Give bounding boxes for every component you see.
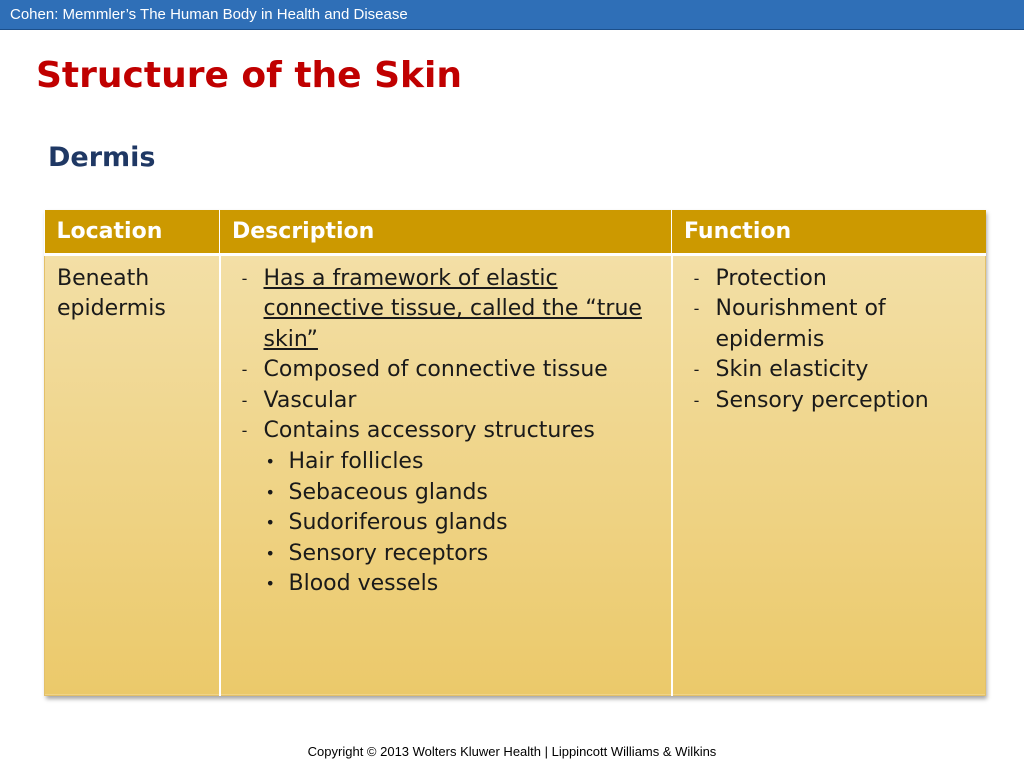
dash-marker: -	[693, 390, 700, 410]
bullet-marker: •	[265, 452, 275, 472]
table-header-row	[45, 210, 986, 254]
bullet-marker: •	[265, 543, 275, 563]
dash-marker: -	[241, 268, 248, 288]
table-row	[45, 254, 986, 696]
dermis-table	[44, 210, 985, 696]
accessory-item	[233, 569, 661, 600]
bullet-marker: •	[265, 574, 275, 594]
header-bar-text: Cohen: Memmler’s The Human Body in Health and Disease	[10, 6, 408, 23]
accessory-text: Sudoriferous glands	[288, 510, 508, 536]
description-text: Has a framework of elastic connective tissue, called the “true skin”	[263, 265, 642, 352]
description-cell	[220, 254, 672, 696]
description-item	[233, 264, 661, 356]
function-item	[685, 294, 976, 355]
function-text: Protection	[715, 265, 827, 291]
header-function: Function	[672, 210, 986, 254]
dash-marker: -	[241, 360, 248, 380]
header-description: Description	[220, 210, 672, 254]
header-location: Location	[45, 210, 220, 254]
function-item	[685, 386, 976, 417]
header-bar	[0, 0, 1024, 30]
dash-marker: -	[693, 268, 700, 288]
description-item	[233, 416, 661, 447]
description-text: Vascular	[263, 387, 357, 413]
description-list	[233, 264, 661, 448]
dermis-table-grid	[44, 210, 986, 696]
function-text: Skin elasticity	[715, 357, 869, 383]
accessory-text: Sensory receptors	[288, 540, 489, 566]
accessory-item	[233, 447, 661, 478]
function-cell	[672, 254, 986, 696]
function-text: Nourishment of epidermis	[715, 296, 886, 352]
accessory-item	[233, 539, 661, 570]
description-item	[233, 386, 661, 417]
accessory-text: Hair follicles	[288, 449, 424, 475]
location-cell	[45, 254, 220, 696]
copyright-footer: Copyright © 2013 Wolters Kluwer Health | Lippincott Williams & Wilkins	[307, 744, 717, 759]
dash-marker: -	[241, 421, 248, 441]
description-text: Contains accessory structures	[263, 418, 595, 444]
accessory-item	[233, 508, 661, 539]
function-list	[685, 264, 976, 417]
accessory-text: Blood vessels	[288, 571, 439, 597]
description-item	[233, 355, 661, 386]
bullet-marker: •	[265, 513, 275, 533]
function-item	[685, 264, 976, 295]
slide-title: Structure of the Skin	[36, 55, 462, 96]
bullet-marker: •	[265, 482, 275, 502]
dash-marker: -	[693, 299, 700, 319]
accessory-item	[233, 478, 661, 509]
accessory-structures-list	[233, 447, 661, 600]
section-subtitle: Dermis	[48, 142, 156, 173]
location-text: Beneath epidermis	[57, 265, 166, 322]
dash-marker: -	[693, 360, 700, 380]
function-text: Sensory perception	[715, 387, 929, 413]
dash-marker: -	[241, 390, 248, 410]
accessory-text: Sebaceous glands	[288, 479, 488, 505]
description-text: Composed of connective tissue	[263, 357, 608, 383]
function-item	[685, 355, 976, 386]
